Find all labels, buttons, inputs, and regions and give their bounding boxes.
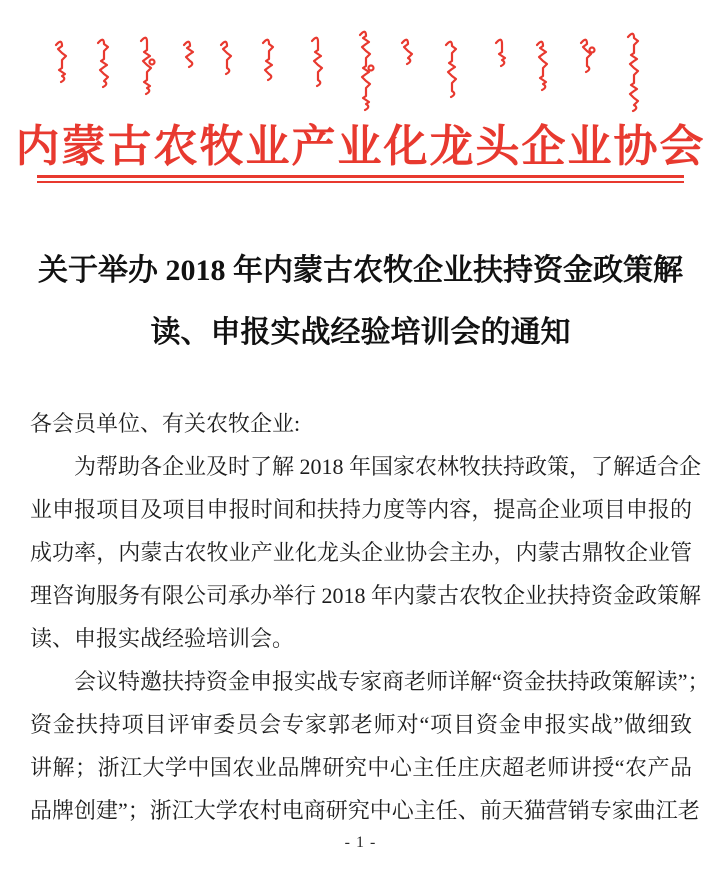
notice-title [20, 240, 701, 364]
body-line: 为帮助各企业及时了解 2018 年国家农林牧扶持政策，了解适合企 [74, 454, 702, 479]
body-line: 成功率，内蒙古农牧业产业化龙头企业协会主办，内蒙古鼎牧企业管 [30, 540, 692, 565]
notice-title-line1: 关于举办 2018 年内蒙古农牧企业扶持资金政策解 [38, 254, 683, 287]
body-line: 讲解；浙江大学中国农业品牌研究中心主任庄庆超老师讲授“农产品 [30, 755, 692, 780]
body-line: 资金扶持项目评审委员会专家郭老师对“项目资金申报实战”做细致 [30, 712, 692, 737]
notice-title-line2: 读、申报实战经验培训会的通知 [150, 316, 571, 349]
header-divider [37, 175, 684, 183]
body-line: 品牌创建”；浙江大学农村电商研究中心主任、前天猫营销专家曲江老 [30, 798, 700, 823]
body-line: 读、申报实战经验培训会。 [30, 626, 295, 651]
org-name: 内蒙古农牧业产业化龙头企业协会 [15, 122, 706, 171]
body-line: 业申报项目及项目申报时间和扶持力度等内容，提高企业项目申报的 [30, 497, 692, 522]
page-number: - 1 - [344, 834, 377, 851]
body-line-salutation: 各会员单位、有关农牧企业: [30, 411, 301, 436]
body-line: 理咨询服务有限公司承办举行 2018 年内蒙古农牧企业扶持资金政策解 [30, 583, 702, 608]
body-line: 会议特邀扶持资金申报实战专家商老师详解“资金扶持政策解读”； [74, 669, 710, 694]
notice-body [30, 402, 710, 832]
